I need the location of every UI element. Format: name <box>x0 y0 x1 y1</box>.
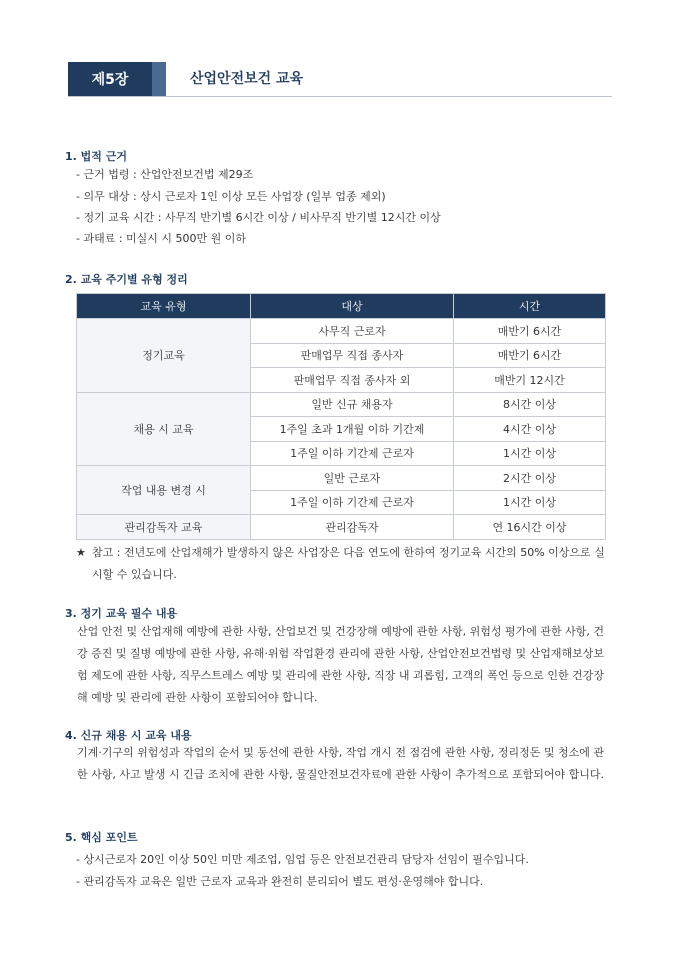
target-cell: 판매업무 직접 종사자 외 <box>251 368 454 393</box>
legal-basis-item: - 의무 대상 : 상시 근로자 1인 이상 모든 사업장 (일부 업종 제외) <box>76 190 386 203</box>
target-cell: 일반 신규 채용자 <box>251 392 454 417</box>
section-1-title: 1. 법적 근거 <box>65 150 127 163</box>
education-type-cell: 채용 시 교육 <box>77 392 251 466</box>
table-row <box>77 466 606 491</box>
legal-basis-item: - 과태료 : 미실시 시 500만 원 이하 <box>76 232 247 245</box>
target-cell: 판매업무 직접 종사자 <box>251 343 454 368</box>
chapter-title: 산업안전보건 교육 <box>190 71 304 87</box>
time-cell: 8시간 이상 <box>454 392 606 417</box>
section-3-body: 산업 안전 및 산업재해 예방에 관한 사항, 산업보건 및 건강장해 예방에 관한 사항, 위험성 평가에 관한 사항, 건강 증진 및 질병 예방에 관한 사항, 유해·위험 작업환경 관리에 관한 사항, 산업안전보건법령 및 산업재해보상보험 제도에 관한 사항, 직무스트레스 예방 및 관리에 관한 사항, 직장 내 괴롭힘, 고객의 폭언 등으로 인한 건강장해 예방 및 관리에 관한 사항이 포함되어야 합니다. <box>77 625 604 704</box>
column-header: 대상 <box>251 294 454 319</box>
reference-note-text: 참고 : 전년도에 산업재해가 발생하지 않은 사업장은 다음 연도에 한하여 정기교육 시간의 50% 이상으로 실시할 수 있습니다. <box>92 546 605 581</box>
target-cell: 1주일 초과 1개월 이하 기간제 <box>251 417 454 442</box>
time-cell: 매반기 6시간 <box>454 343 606 368</box>
table-row <box>77 319 606 344</box>
target-cell: 1주일 이하 기간제 근로자 <box>251 441 454 466</box>
section-2-title: 2. 교육 주기별 유형 정리 <box>65 273 188 286</box>
section-5-title: 5. 핵심 포인트 <box>65 831 138 844</box>
column-header: 교육 유형 <box>77 294 251 319</box>
table-row <box>77 392 606 417</box>
chapter-accent-bar <box>152 62 166 96</box>
key-point-item: - 상시근로자 20인 이상 50인 미만 제조업, 임업 등은 안전보건관리 담당자 선임이 필수입니다. <box>76 853 529 866</box>
legal-basis-item: - 근거 법령 : 산업안전보건법 제29조 <box>76 168 254 181</box>
column-header: 시간 <box>454 294 606 319</box>
table-row <box>77 515 606 540</box>
target-cell: 일반 근로자 <box>251 466 454 491</box>
section-4-title: 4. 신규 채용 시 교육 내용 <box>65 729 192 742</box>
time-cell: 2시간 이상 <box>454 466 606 491</box>
time-cell: 4시간 이상 <box>454 417 606 442</box>
reference-note <box>76 542 606 586</box>
target-cell: 관리감독자 <box>251 515 454 540</box>
star-icon: ★ <box>76 546 86 559</box>
time-cell: 연 16시간 이상 <box>454 515 606 540</box>
section-3-title: 3. 정기 교육 필수 내용 <box>65 607 178 620</box>
education-type-cell: 관리감독자 교육 <box>77 515 251 540</box>
target-cell: 사무직 근로자 <box>251 319 454 344</box>
table-header-row <box>77 294 606 319</box>
target-cell: 1주일 이하 기간제 근로자 <box>251 490 454 515</box>
key-point-item: - 관리감독자 교육은 일반 근로자 교육과 완전히 분리되어 별도 편성·운영해야 합니다. <box>76 875 484 888</box>
education-type-table <box>76 293 606 540</box>
time-cell: 매반기 12시간 <box>454 368 606 393</box>
chapter-header <box>68 62 612 97</box>
section-4-body: 기계·기구의 위험성과 작업의 순서 및 동선에 관한 사항, 작업 개시 전 점검에 관한 사항, 정리정돈 및 청소에 관한 사항, 사고 발생 시 긴급 조치에 관한 사항, 물질안전보건자료에 관한 사항이 추가적으로 포함되어야 합니다. <box>77 746 604 781</box>
time-cell: 1시간 이상 <box>454 490 606 515</box>
education-type-cell: 작업 내용 변경 시 <box>77 466 251 515</box>
legal-basis-item: - 정기 교육 시간 : 사무직 반기별 6시간 이상 / 비사무직 반기별 12시간 이상 <box>76 211 441 224</box>
time-cell: 1시간 이상 <box>454 441 606 466</box>
time-cell: 매반기 6시간 <box>454 319 606 344</box>
education-type-cell: 정기교육 <box>77 319 251 393</box>
chapter-divider <box>68 96 612 97</box>
chapter-number: 제5장 <box>68 62 152 96</box>
